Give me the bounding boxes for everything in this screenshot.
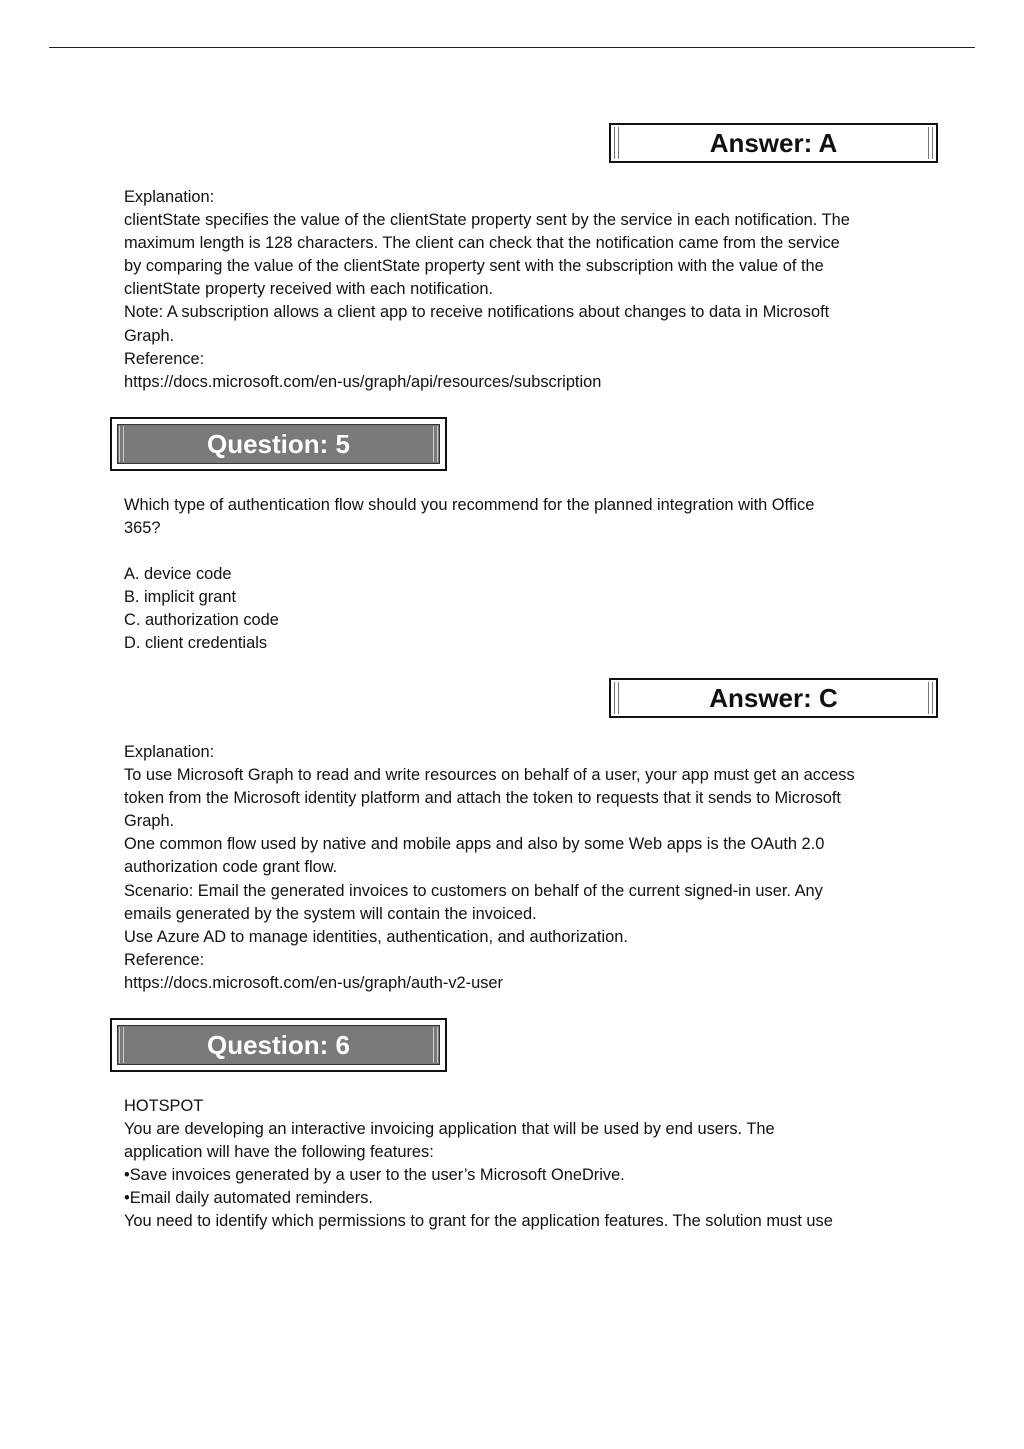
question-6-header xyxy=(110,1018,447,1072)
explanation-text: Explanation: clientState specifies the value of the clientState property sent by the service in each notification. The maximum length is 128 characters. The client can check that the notification came from the service by comparing the value of the clientState property sent with the subscription with the value of the clientState property received with each notification. Note: A subscription allows a client app to receive notifications about changes to data in Microsoft Graph. Reference: https://docs.microsoft.com/en-us/graph/api/resources/subscription xyxy=(124,188,850,391)
question-label: Question: 5 xyxy=(206,428,350,459)
option-b: B. implicit grant xyxy=(124,588,237,606)
option-d: D. client credentials xyxy=(124,634,268,652)
explanation-text: Explanation: To use Microsoft Graph to read and write resources on behalf of a user, your app must get an access token from the Microsoft identity platform and attach the token to requests that it sends to Microsoft Graph. One common flow used by native and mobile apps and also by some Web apps is the OAuth 2.0 authorization code grant flow. Scenario: Email the generated invoices to customers on behalf of the current signed-in user. Any emails generated by the system will contain the invoiced. Use Azure AD to manage identities, authentication, and authorization. Reference: https://docs.microsoft.com/en-us/graph/auth-v2-user xyxy=(124,743,855,992)
answer-label: Answer: A xyxy=(709,127,838,158)
question-5-stem: Which type of authentication flow should you recommend for the planned integration with Office 365? xyxy=(124,496,815,538)
option-c: C. authorization code xyxy=(124,611,279,629)
answer-box-c xyxy=(609,678,938,718)
answer-box-a xyxy=(609,123,938,163)
question-6-stem: HOTSPOT You are developing an interactive invoicing application that will be used by end users. The application will have the following features: •Save invoices generated by a user to the user’s Microsoft OneDrive. •Email daily automated reminders. You need to identify which permissions to grant for the application features. The solution must use xyxy=(124,1097,833,1231)
question-label: Question: 6 xyxy=(206,1029,350,1060)
answer-label: Answer: C xyxy=(709,682,838,713)
header-rule xyxy=(49,47,975,48)
option-a: A. device code xyxy=(124,565,232,583)
question-5-header xyxy=(110,417,447,471)
